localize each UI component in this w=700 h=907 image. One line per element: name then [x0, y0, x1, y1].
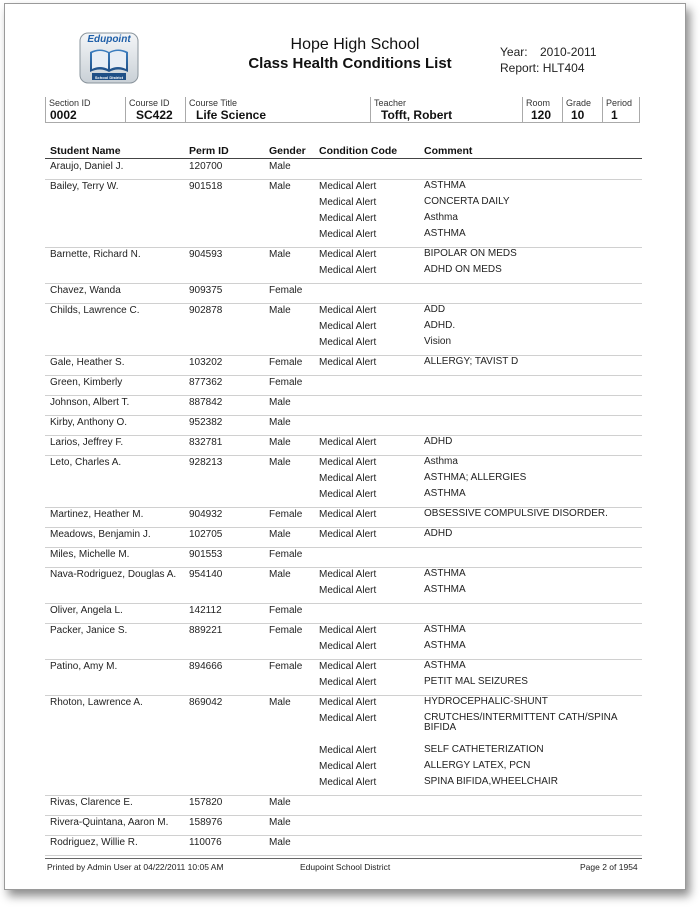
student-name: Rivera-Quintana, Aaron M.	[50, 817, 169, 828]
teacher-value: Tofft, Robert	[381, 108, 453, 122]
perm-id: 110076	[189, 837, 222, 848]
gender: Male	[269, 397, 291, 408]
condition-code: Medical Alert	[319, 249, 377, 260]
table-row	[45, 179, 642, 248]
course-title-box	[185, 97, 370, 123]
condition-comment: BIPOLAR ON MEDS	[424, 248, 517, 259]
district-name: Edupoint School District	[300, 862, 391, 872]
table-row	[45, 247, 642, 284]
condition-comment: ASTHMA; ALLERGIES	[424, 472, 527, 483]
year-label: Year:	[500, 45, 528, 59]
table-row	[45, 547, 642, 568]
printed-by: Printed by Admin User at 04/22/2011 10:05 AM	[47, 862, 224, 872]
gender: Female	[269, 661, 303, 672]
condition-comment: CONCERTA DAILY	[424, 196, 510, 207]
student-name: Chavez, Wanda	[50, 285, 121, 296]
gender: Male	[269, 697, 291, 708]
student-name: Oliver, Angela L.	[50, 605, 123, 616]
perm-id: 901553	[189, 549, 223, 560]
student-name: Leto, Charles A.	[50, 457, 122, 468]
table-row	[45, 303, 642, 356]
table-row	[45, 567, 642, 604]
col-perm-id: Perm ID	[189, 145, 229, 157]
report-label: Report:	[500, 61, 540, 75]
col-gender: Gender	[269, 145, 306, 157]
student-name: Martinez, Heather M.	[50, 509, 144, 520]
student-name: Miles, Michelle M.	[50, 549, 130, 560]
logo-subtext: School District	[94, 75, 124, 80]
perm-id: 157820	[189, 797, 223, 808]
year-value: 2010-2011	[540, 45, 597, 59]
perm-id: 869042	[189, 697, 223, 708]
student-name: Nava-Rodriguez, Douglas A.	[50, 569, 177, 580]
report-title: Class Health Conditions List	[248, 55, 452, 72]
course-id-box	[125, 97, 185, 123]
condition-comment: ADHD	[424, 528, 453, 539]
condition-comment: SELF CATHETERIZATION	[424, 744, 544, 755]
report-meta	[500, 44, 597, 76]
condition-comment: ASTHMA	[424, 180, 466, 191]
student-name: Packer, Janice S.	[50, 625, 128, 636]
gender: Male	[269, 797, 291, 808]
gender: Male	[269, 417, 291, 428]
condition-code: Medical Alert	[319, 509, 377, 520]
student-name: Larios, Jeffrey F.	[50, 437, 124, 448]
student-name: Rivas, Clarence E.	[50, 797, 133, 808]
condition-comment: ADHD	[424, 436, 453, 447]
gender: Male	[269, 437, 291, 448]
condition-code: Medical Alert	[319, 641, 377, 652]
gender: Male	[269, 837, 291, 848]
table-row	[45, 355, 642, 376]
footer-rule	[45, 858, 642, 859]
table-row	[45, 815, 642, 836]
student-name: Johnson, Albert T.	[50, 397, 130, 408]
table-row	[45, 283, 642, 304]
report-value: HLT404	[542, 61, 585, 75]
student-name: Patino, Amy M.	[50, 661, 118, 672]
condition-comment: Asthma	[424, 456, 458, 467]
condition-code: Medical Alert	[319, 677, 377, 688]
condition-code: Medical Alert	[319, 713, 377, 724]
perm-id: 902878	[189, 305, 223, 316]
room-label: Room	[526, 98, 551, 108]
condition-code: Medical Alert	[319, 625, 377, 636]
condition-code: Medical Alert	[319, 229, 377, 240]
perm-id: 901518	[189, 181, 223, 192]
teacher-label: Teacher	[374, 98, 407, 108]
gender: Male	[269, 181, 291, 192]
condition-code: Medical Alert	[319, 569, 377, 580]
perm-id: 904593	[189, 249, 223, 260]
condition-code: Medical Alert	[319, 585, 377, 596]
condition-code: Medical Alert	[319, 661, 377, 672]
condition-code: Medical Alert	[319, 265, 377, 276]
course-title-value: Life Science	[196, 108, 267, 122]
perm-id: 889221	[189, 625, 223, 636]
condition-comment: HYDROCEPHALIC-SHUNT	[424, 696, 548, 707]
condition-comment: ASTHMA	[424, 660, 466, 671]
page-number: Page 2 of 1954	[580, 862, 638, 872]
perm-id: 952382	[189, 417, 223, 428]
table-row	[45, 603, 642, 624]
col-student-name: Student Name	[50, 145, 121, 157]
perm-id: 904932	[189, 509, 223, 520]
perm-id: 909375	[189, 285, 223, 296]
condition-comment: CRUTCHES/INTERMITTENT CATH/SPINA BIFIDA	[424, 712, 618, 733]
table-row	[45, 507, 642, 528]
gender: Female	[269, 549, 303, 560]
condition-code: Medical Alert	[319, 473, 377, 484]
grade-box	[562, 97, 602, 123]
gender: Male	[269, 817, 291, 828]
teacher-box	[370, 97, 522, 123]
condition-code: Medical Alert	[319, 697, 377, 708]
perm-id: 832781	[189, 437, 223, 448]
condition-comment: ASTHMA	[424, 640, 466, 651]
condition-comment: Asthma	[424, 212, 458, 223]
condition-code: Medical Alert	[319, 321, 377, 332]
school-name: Hope High School	[290, 36, 420, 53]
course-id-label: Course ID	[129, 98, 170, 108]
perm-id: 102705	[189, 529, 223, 540]
room-value: 120	[531, 108, 552, 122]
table-row	[45, 835, 642, 856]
table-row	[45, 435, 642, 456]
perm-id: 158976	[189, 817, 223, 828]
condition-code: Medical Alert	[319, 197, 377, 208]
condition-comment: OBSESSIVE COMPULSIVE DISORDER.	[424, 508, 608, 519]
perm-id: 103202	[189, 357, 223, 368]
condition-comment: ADD	[424, 304, 446, 315]
condition-comment: ASTHMA	[424, 488, 466, 499]
condition-code: Medical Alert	[319, 761, 377, 772]
col-condition-code: Condition Code	[319, 145, 398, 157]
gender: Female	[269, 509, 303, 520]
condition-code: Medical Alert	[319, 489, 377, 500]
table-row	[45, 455, 642, 508]
condition-comment: ALLERGY; TAVIST D	[424, 356, 519, 367]
period-value: 1	[611, 108, 618, 122]
perm-id: 887842	[189, 397, 223, 408]
table-row	[45, 527, 642, 548]
condition-code: Medical Alert	[319, 213, 377, 224]
condition-comment: ASTHMA	[424, 568, 466, 579]
gender: Male	[269, 457, 291, 468]
gender: Female	[269, 625, 303, 636]
gender: Female	[269, 377, 303, 388]
gender: Male	[269, 305, 291, 316]
condition-comment: ADHD ON MEDS	[424, 264, 502, 275]
perm-id: 120700	[189, 161, 223, 172]
table-row	[45, 415, 642, 436]
condition-comment: ASTHMA	[424, 624, 466, 635]
condition-comment: ADHD.	[424, 320, 456, 331]
logo-text: Edupoint	[87, 34, 131, 45]
condition-comment: ALLERGY LATEX, PCN	[424, 760, 531, 771]
table-row	[45, 159, 642, 180]
course-title-label: Course Title	[189, 98, 238, 108]
student-name: Rhoton, Lawrence A.	[50, 697, 143, 708]
table-row	[45, 695, 642, 796]
perm-id: 954140	[189, 569, 223, 580]
condition-code: Medical Alert	[319, 305, 377, 316]
student-name: Gale, Heather S.	[50, 357, 125, 368]
table-row	[45, 795, 642, 816]
student-name: Meadows, Benjamin J.	[50, 529, 151, 540]
course-id-value: SC422	[136, 108, 173, 122]
table-row	[45, 623, 642, 660]
condition-code: Medical Alert	[319, 181, 377, 192]
grade-label: Grade	[566, 98, 592, 108]
gender: Female	[269, 357, 303, 368]
condition-comment: PETIT MAL SEIZURES	[424, 676, 528, 687]
perm-id: 928213	[189, 457, 223, 468]
condition-comment: ASTHMA	[424, 584, 466, 595]
period-label: Period	[606, 98, 633, 108]
gender: Male	[269, 161, 291, 172]
condition-code: Medical Alert	[319, 745, 377, 756]
condition-code: Medical Alert	[319, 529, 377, 540]
condition-code: Medical Alert	[319, 337, 377, 348]
gender: Male	[269, 569, 291, 580]
section-id-value: 0002	[50, 108, 77, 122]
table-row	[45, 375, 642, 396]
student-name: Childs, Lawrence C.	[50, 305, 140, 316]
student-name: Kirby, Anthony O.	[50, 417, 128, 428]
student-name: Green, Kimberly	[50, 377, 123, 388]
student-name: Bailey, Terry W.	[50, 181, 119, 192]
student-name: Araujo, Daniel J.	[50, 161, 124, 172]
perm-id: 142112	[189, 605, 222, 616]
gender: Female	[269, 605, 303, 616]
gender: Male	[269, 249, 291, 260]
perm-id: 877362	[189, 377, 223, 388]
condition-comment: Vision	[424, 336, 452, 347]
gender: Female	[269, 285, 303, 296]
condition-comment: ASTHMA	[424, 228, 466, 239]
condition-code: Medical Alert	[319, 777, 377, 788]
grade-value: 10	[571, 108, 585, 122]
gender: Male	[269, 529, 291, 540]
condition-code: Medical Alert	[319, 437, 377, 448]
section-id-box	[45, 97, 125, 123]
perm-id: 894666	[189, 661, 223, 672]
condition-comment: SPINA BIFIDA,WHEELCHAIR	[424, 776, 558, 787]
condition-code: Medical Alert	[319, 357, 377, 368]
room-box	[522, 97, 562, 123]
student-name: Barnette, Richard N.	[50, 249, 141, 260]
condition-code: Medical Alert	[319, 457, 377, 468]
table-row	[45, 659, 642, 696]
period-box	[602, 97, 640, 123]
section-id-label: Section ID	[49, 98, 91, 108]
col-comment: Comment	[424, 145, 473, 157]
table-row	[45, 395, 642, 416]
student-name: Rodriguez, Willie R.	[50, 837, 138, 848]
